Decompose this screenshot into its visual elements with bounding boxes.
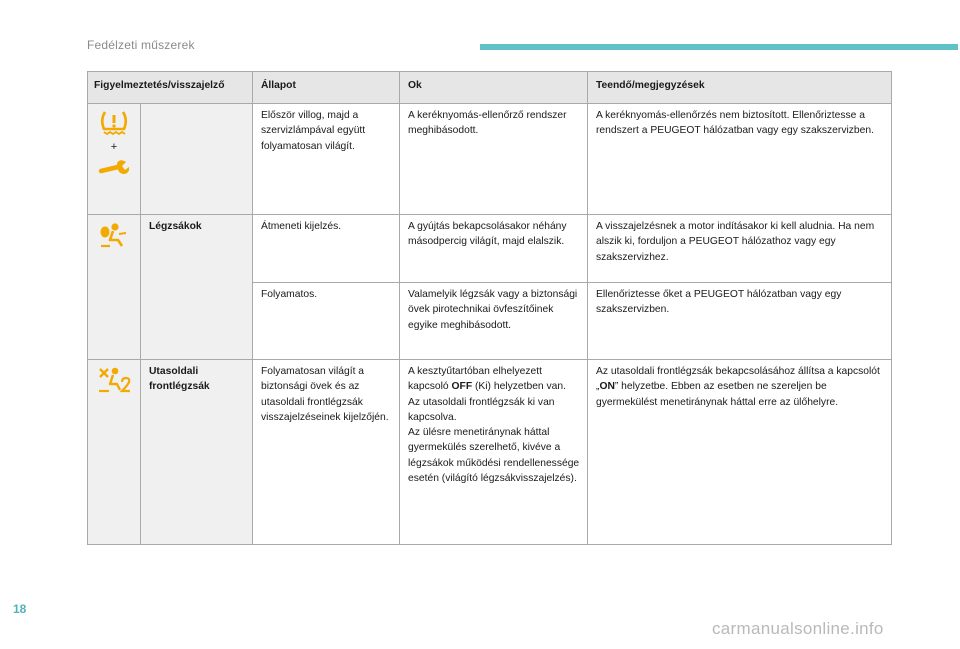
on-label: ON	[599, 381, 615, 393]
tyre-cause: A keréknyomás-ellenőrző rendszer meghibásodott.	[400, 104, 588, 215]
plus-sign: +	[110, 141, 118, 153]
table-row-airbag-temporary	[88, 215, 892, 283]
airbag-action-continuous: Ellenőriztesse őket a PEUGEOT hálózatban vagy egy szakszervizben.	[588, 283, 892, 360]
icon-cell	[88, 215, 141, 360]
passenger-airbag-action	[588, 360, 892, 545]
airbag-state-temporary: Átmeneti kijelzés.	[253, 215, 400, 283]
airbag-name: Légzsákok	[141, 215, 253, 360]
section-title: Fedélzeti műszerek	[87, 38, 195, 52]
cause-text: Az ülésre menetiránynak háttal gyermekülés szerelhető, kivéve a légzsákok működési rendellenessége esetén (világító légzsákvisszajelzés).	[408, 427, 580, 485]
airbag-action-temporary: A visszajelzésnek a motor indításakor ki kell aludnia. Ha nem alszik ki, forduljon a PEUGEOT hálózathoz vagy egy szakszervizhez.	[588, 215, 892, 283]
table-row-tyre-pressure	[88, 104, 892, 215]
cause-text: A kesztyűtartóban elhelyezett kapcsoló	[408, 366, 542, 393]
airbag-icon	[90, 221, 138, 249]
tyre-pressure-warning-icon	[90, 110, 138, 136]
column-header-indicator: Figyelmeztetés/visszajelző	[88, 72, 253, 104]
icon-cell	[88, 360, 141, 545]
tyre-name-cell	[141, 104, 253, 215]
action-text: ” helyzetbe. Ebben az esetben ne szereljen be gyermekülést menetiránynak háttal erre az ülőhelyre.	[596, 381, 839, 408]
airbag-cause-temporary: A gyújtás bekapcsolásakor néhány másodpercig világít, majd elalszik.	[400, 215, 588, 283]
off-label: OFF	[451, 381, 473, 393]
service-wrench-icon	[90, 159, 138, 177]
airbag-cause-continuous: Valamelyik légzsák vagy a biztonsági övek pirotechnikai övfeszítőinek egyike meghibásodott.	[400, 283, 588, 360]
cause-text: Az utasoldali frontlégzsák ki van kapcsolva.	[408, 396, 555, 423]
tyre-state: Először villog, majd a szervizlámpával együtt folyamatosan világít.	[253, 104, 400, 215]
passenger-airbag-off-icon	[90, 366, 138, 394]
action-text: Az utasoldali frontlégzsák bekapcsolásához állítsa a kapcsolót „	[596, 366, 880, 393]
warning-lights-table	[87, 71, 892, 545]
passenger-airbag-state: Folyamatosan világít a biztonsági övek és az utasoldali frontlégzsák visszajelzéseinek kijelzőjén.	[253, 360, 400, 545]
passenger-airbag-name: Utasoldali frontlégzsák	[141, 360, 253, 545]
passenger-airbag-cause	[400, 360, 588, 545]
watermark: carmanualsonline.info	[712, 619, 884, 638]
cause-text: (Ki) helyzetben van.	[472, 381, 566, 393]
column-header-cause: Ok	[400, 72, 588, 104]
table-header-row	[88, 72, 892, 104]
column-header-action: Teendő/megjegyzések	[588, 72, 892, 104]
tyre-action: A keréknyomás-ellenőrzés nem biztosított. Ellenőriztesse a rendszert a PEUGEOT hálózatban vagy egy szakszervizben.	[588, 104, 892, 215]
airbag-state-continuous: Folyamatos.	[253, 283, 400, 360]
table-row-passenger-airbag	[88, 360, 892, 545]
column-header-state: Állapot	[253, 72, 400, 104]
icon-cell	[88, 104, 141, 215]
title-accent-bar	[480, 44, 958, 50]
page-number: 18	[13, 602, 27, 616]
